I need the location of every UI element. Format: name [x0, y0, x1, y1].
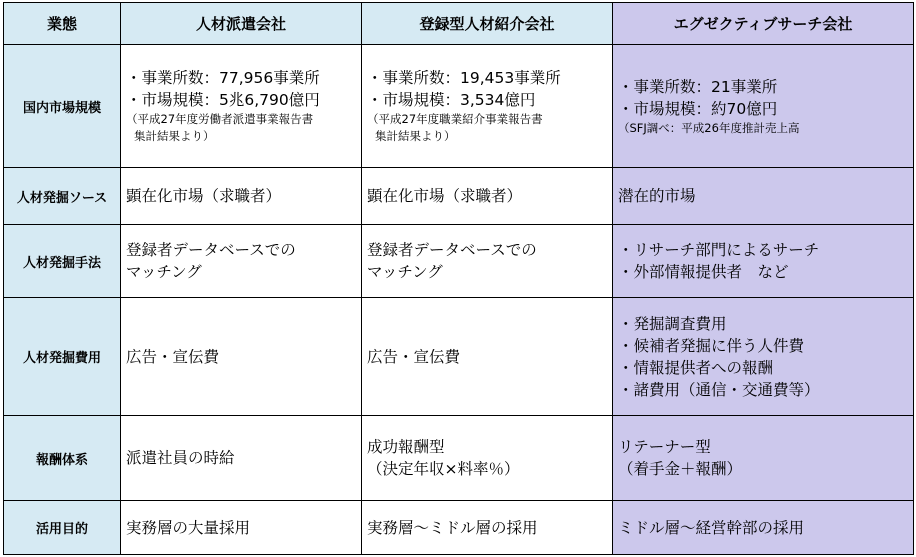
- cell-cost-placement: [362, 298, 613, 416]
- text-line: ・情報提供者への報酬: [618, 358, 774, 377]
- cell-market-placement: [362, 45, 613, 168]
- text-line: ・市場規模：約70億円: [618, 99, 778, 118]
- cell-fee-staffing: [121, 416, 362, 501]
- row-label-talent-source: 人材発掘ソース: [4, 168, 121, 225]
- cell-purpose-staffing: [121, 501, 362, 555]
- source-note: （平成27年度労働者派遣事業報告書: [126, 112, 314, 126]
- text-line: （決定年収×料率％）: [367, 460, 520, 478]
- text-line: ・市場規模：3,534億円: [367, 91, 536, 109]
- cell-cost-staffing: [121, 298, 362, 416]
- cell-fee-executive: [613, 416, 914, 501]
- text-line: ・事業所数：77,956事業所: [126, 69, 320, 87]
- source-note: 集計結果より）: [375, 129, 456, 143]
- cell-method-executive: [613, 225, 914, 298]
- text-line: 顕在化市場（求職者）: [126, 187, 282, 205]
- source-note: （SFJ調べ：平成26年度推計売上高: [618, 120, 800, 135]
- cell-market-executive: [613, 45, 914, 168]
- cell-purpose-placement: [362, 501, 613, 555]
- text-line: ・諸費用（通信・交通費等）: [618, 380, 820, 399]
- text-line: リテーナー型: [618, 438, 711, 456]
- header-staffing: 人材派遣会社: [121, 3, 362, 45]
- text-line: ・候補者発掘に伴う人件費: [618, 336, 805, 355]
- header-executive-search: エグゼクティブサーチ会社: [613, 3, 914, 45]
- text-line: ミドル層～経営幹部の採用: [618, 518, 805, 537]
- cell-fee-placement: [362, 416, 613, 501]
- row-talent-method: [4, 225, 914, 298]
- text-line: 派遣社員の時給: [126, 449, 235, 467]
- cell-purpose-executive: [613, 501, 914, 555]
- cell-source-placement: [362, 168, 613, 225]
- text-line: 広告・宣伝費: [367, 347, 461, 366]
- row-talent-source: [4, 168, 914, 225]
- text-line: ・事業所数：21事業所: [618, 77, 778, 96]
- cell-cost-executive: [613, 298, 914, 416]
- row-market-size: [4, 45, 914, 168]
- text-line: マッチング: [126, 263, 202, 281]
- cell-method-placement: [362, 225, 613, 298]
- text-line: 潜在的市場: [618, 187, 696, 205]
- header-row: [4, 3, 914, 45]
- row-label-talent-method: 人材発掘手法: [4, 225, 121, 298]
- text-line: 成功報酬型: [367, 438, 445, 456]
- row-label-purpose: 活用目的: [4, 501, 121, 555]
- row-label-market-size: 国内市場規模: [4, 45, 121, 168]
- header-corner: 業態: [4, 3, 121, 45]
- text-line: ・事業所数：19,453事業所: [367, 69, 561, 87]
- text-line: 広告・宣伝費: [126, 347, 220, 366]
- text-line: 実務層の大量採用: [126, 518, 251, 537]
- row-fee-structure: [4, 416, 914, 501]
- cell-source-staffing: [121, 168, 362, 225]
- text-line: 登録者データベースでの: [367, 241, 537, 259]
- row-label-fee-structure: 報酬体系: [4, 416, 121, 501]
- row-talent-cost: [4, 298, 914, 416]
- text-line: 実務層～ミドル層の採用: [367, 518, 538, 537]
- text-line: 顕在化市場（求職者）: [367, 187, 523, 205]
- header-registered-placement: 登録型人材紹介会社: [362, 3, 613, 45]
- row-purpose: [4, 501, 914, 555]
- cell-market-staffing: [121, 45, 362, 168]
- text-line: （着手金＋報酬）: [618, 460, 743, 478]
- row-label-talent-cost: 人材発掘費用: [4, 298, 121, 416]
- text-line: ・リサーチ部門によるサーチ: [618, 241, 820, 259]
- cell-source-executive: [613, 168, 914, 225]
- text-line: 登録者データベースでの: [126, 241, 296, 259]
- text-line: ・外部情報提供者 など: [618, 263, 789, 281]
- text-line: ・発掘調査費用: [618, 314, 727, 333]
- comparison-table: [3, 2, 914, 555]
- source-note: 集計結果より）: [134, 129, 215, 143]
- cell-method-staffing: [121, 225, 362, 298]
- source-note: （平成27年度職業紹介事業報告書: [367, 112, 543, 126]
- text-line: マッチング: [367, 263, 443, 281]
- text-line: ・市場規模：5兆6,790億円: [126, 91, 320, 109]
